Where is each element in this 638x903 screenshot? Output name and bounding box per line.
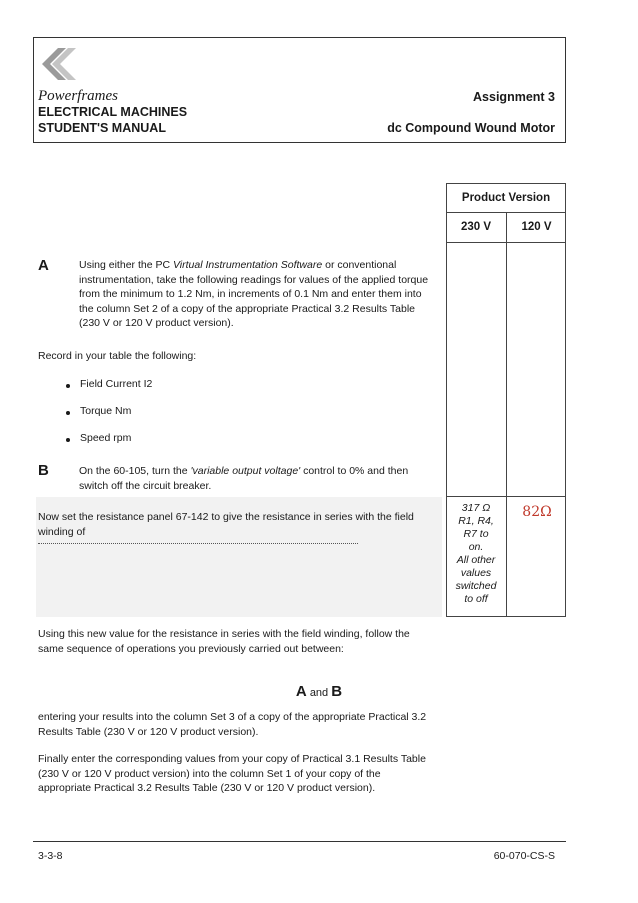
- section-a-letter: A: [38, 257, 49, 274]
- bullet-icon: [66, 411, 70, 415]
- control-name: 'variable output voltage': [190, 465, 301, 477]
- column-header-120v: 120 V: [521, 221, 552, 233]
- note-line: on.: [468, 541, 484, 553]
- section-b-paragraph: [79, 464, 434, 493]
- handwritten-resistance-120v: 82Ω: [522, 504, 552, 520]
- note-line: R1, R4,: [458, 515, 494, 527]
- document-code: 60-070-CS-S: [493, 850, 555, 862]
- assignment-subtitle: dc Compound Wound Motor: [387, 121, 555, 135]
- record-item: Torque Nm: [80, 405, 132, 417]
- section-a-paragraph: [79, 258, 434, 331]
- heading-letter-b: B: [331, 683, 343, 700]
- resistance-paragraph: Now set the resistance panel 67-142 to give the resistance in series with the field winding of: [38, 511, 414, 538]
- a-and-b-heading: [0, 683, 638, 700]
- column-divider: [506, 213, 507, 617]
- bullet-icon: [66, 384, 70, 388]
- finally-paragraph: Finally enter the corresponding values from your copy of Practical 3.1 Results Table (230 V or 120 V product version) into the column Set 1 of your copy of the appropriate Practical 3.2 Results Table (230 V or 120 V product version).: [38, 753, 426, 794]
- course-title: ELECTRICAL MACHINES: [38, 105, 188, 119]
- assignment-number: Assignment 3: [473, 90, 555, 104]
- column-header-230v: 230 V: [460, 221, 492, 233]
- resistance-note-230v: [448, 502, 504, 606]
- manual-title: STUDENT'S MANUAL: [38, 121, 166, 135]
- note-line: to off: [464, 593, 488, 605]
- note-line: values: [460, 567, 492, 579]
- record-intro: Record in your table the following:: [38, 350, 197, 362]
- double-chevron-left-icon: [38, 46, 76, 82]
- text-segment: control to 0% and then switch off the circuit breaker.: [79, 465, 409, 492]
- note-line: All other: [456, 554, 496, 566]
- fill-in-blank: [38, 539, 358, 544]
- product-version-title: Product Version: [461, 192, 551, 204]
- text-segment: On the 60-105, turn the: [79, 465, 191, 477]
- page-number: 3-3-8: [38, 850, 63, 862]
- row-divider: [446, 496, 566, 497]
- text-segment: Using either the PC: [79, 259, 173, 271]
- heading-letter-a: A: [295, 683, 307, 700]
- note-line: switched: [455, 580, 497, 592]
- software-name: Virtual Instrumentation Software: [172, 259, 323, 271]
- using-paragraph: Using this new value for the resistance in series with the field winding, follow the same sequence of operations you previously carried out between:: [38, 628, 410, 655]
- record-item: Field Current I2: [80, 378, 153, 390]
- brand-name: Powerframes: [38, 88, 118, 104]
- entering-paragraph: entering your results into the column Set 3 of a copy of the appropriate Practical 3.2 Results Table (230 V or 120 V product version).: [38, 711, 427, 738]
- footer-rule: [33, 841, 566, 842]
- note-line: 317 Ω: [461, 502, 491, 514]
- section-b-letter: B: [38, 462, 49, 479]
- note-line: R7 to: [463, 528, 489, 540]
- record-item: Speed rpm: [80, 432, 132, 444]
- heading-and: and: [309, 687, 329, 699]
- text-segment: or conventional instrumentation, take the following readings for values of the applied torque from the minimum to 1.2 Nm, in increments of 0.1 Nm and enter them into the column Set 2 of a copy of the appropriate Practical 3.2 Results Table (230 V or 120 V product version).: [79, 259, 429, 329]
- bullet-icon: [66, 438, 70, 442]
